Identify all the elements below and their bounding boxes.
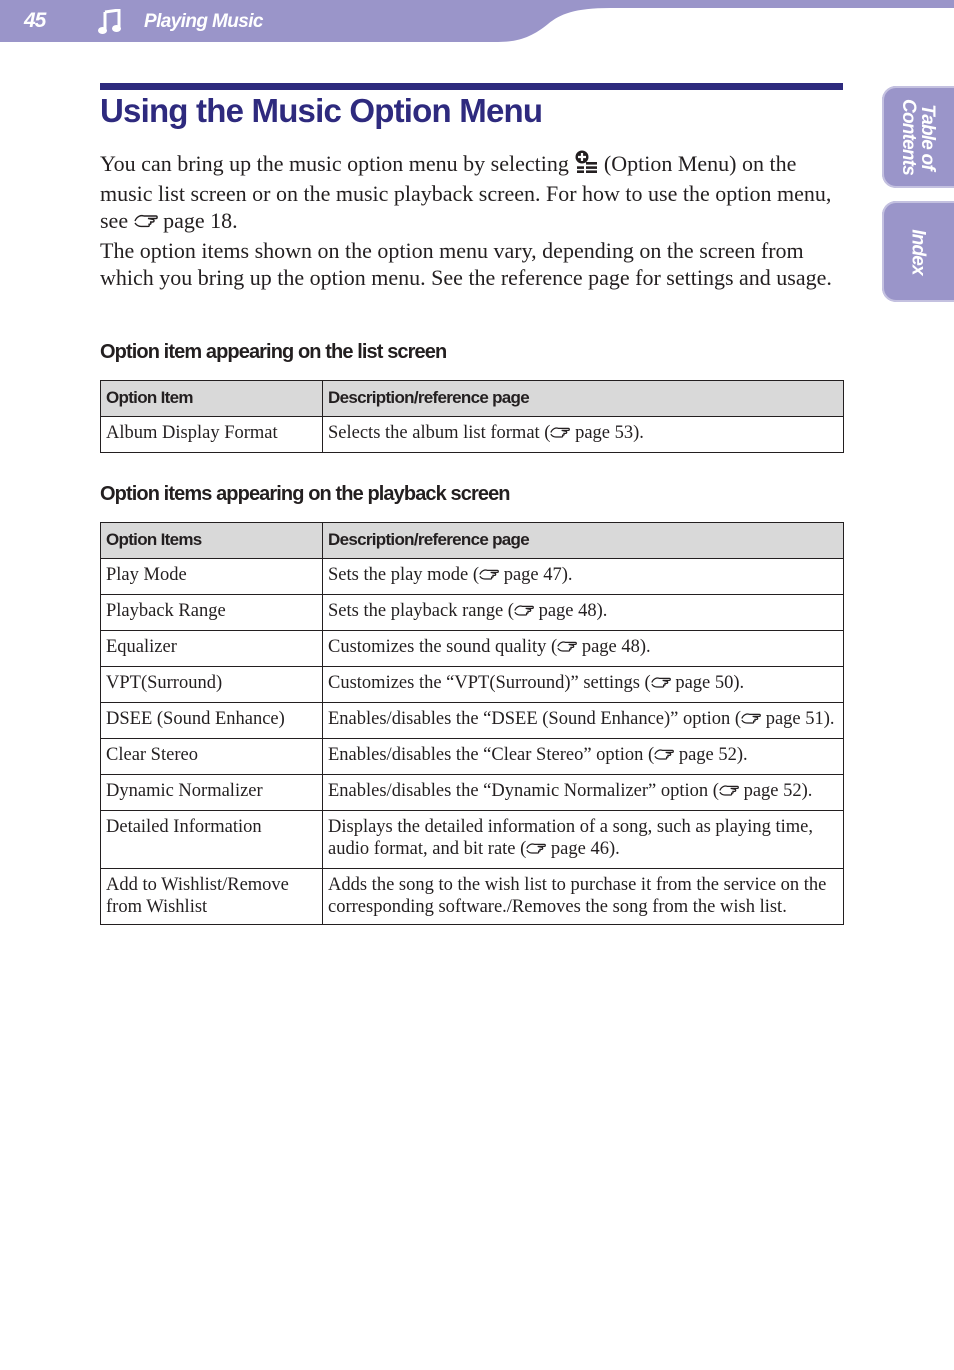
list-screen-heading: Option item appearing on the list screen (100, 341, 447, 363)
page-reference-link[interactable]: page 48). (577, 637, 651, 657)
page-reference-link[interactable]: page 52). (738, 781, 813, 801)
intro-paragraph (100, 149, 845, 292)
description-cell (323, 811, 844, 869)
title-rule (100, 83, 843, 90)
table-row (101, 775, 844, 811)
pointing-hand-icon (514, 602, 534, 624)
pointing-hand-icon (719, 782, 739, 804)
column-header-description: Description/reference page (323, 381, 844, 417)
description-cell (323, 869, 844, 925)
table-header-row (101, 381, 844, 417)
intro-text-2: (Option Menu) on the music list screen or on the music playback screen. For how to use the option menu, see (100, 151, 832, 233)
option-item-cell: Equalizer (101, 631, 323, 667)
intro-text-3: The option items shown on the option menu vary, depending on the screen from which you bring up the option menu. See the reference page for settings and usage. (100, 237, 832, 290)
column-header-option-item: Option Item (101, 381, 323, 417)
description-cell (323, 667, 844, 703)
pointing-hand-icon (526, 840, 546, 862)
option-menu-icon (574, 149, 598, 180)
table-of-contents-tab[interactable] (882, 86, 954, 188)
page-reference-link[interactable]: page 52). (674, 745, 748, 765)
description-cell (323, 703, 844, 739)
playback-screen-heading: Option items appearing on the playback screen (100, 483, 510, 505)
description-cell (323, 775, 844, 811)
option-item-cell: Add to Wishlist/Remove from Wishlist (101, 869, 323, 925)
description-cell (323, 739, 844, 775)
description-text: Adds the song to the wish list to purchase it from the service on the corresponding software./Removes the song from the wish list. (328, 875, 827, 917)
description-text: Sets the play mode ( (328, 565, 480, 585)
description-text: Enables/disables the “DSEE (Sound Enhance)” option ( (328, 709, 742, 729)
description-text: Sets the playback range ( (328, 601, 514, 621)
description-cell (323, 417, 844, 453)
pointing-hand-icon (550, 424, 570, 446)
description-text: Customizes the sound quality ( (328, 637, 558, 657)
table-row (101, 595, 844, 631)
page-reference-link[interactable]: page 51). (761, 709, 835, 729)
table-row (101, 559, 844, 595)
page-reference-link[interactable]: page 47). (499, 565, 573, 585)
table-row (101, 417, 844, 453)
pointing-hand-icon (134, 209, 158, 237)
index-tab[interactable] (882, 201, 954, 302)
section-title: Playing Music (144, 11, 263, 32)
option-item-cell: Play Mode (101, 559, 323, 595)
column-header-description: Description/reference page (323, 523, 844, 559)
page-reference-link[interactable]: page 50). (670, 673, 745, 693)
table-of-contents-label: Table of Contents (898, 99, 938, 175)
description-text: Enables/disables the “Dynamic Normalizer” option ( (328, 781, 719, 801)
option-item-cell: Playback Range (101, 595, 323, 631)
page-reference-link[interactable]: page 48). (533, 601, 608, 621)
page-header (0, 0, 954, 42)
option-item-cell: VPT(Surround) (101, 667, 323, 703)
option-item-cell: Album Display Format (101, 417, 323, 453)
page-reference-link[interactable]: page 53). (570, 423, 644, 443)
table-header-row (101, 523, 844, 559)
option-item-cell: Clear Stereo (101, 739, 323, 775)
column-header-option-items: Option Items (101, 523, 323, 559)
pointing-hand-icon (479, 566, 499, 588)
pointing-hand-icon (651, 674, 671, 696)
description-cell (323, 559, 844, 595)
page-reference-link[interactable]: page 46). (546, 839, 620, 859)
description-text: Displays the detailed information of a song, such as playing time, audio format, and bit rate ( (328, 817, 814, 859)
table-row (101, 703, 844, 739)
playback-screen-table (100, 522, 844, 925)
table-row (101, 631, 844, 667)
table-row (101, 869, 844, 925)
list-screen-table (100, 380, 844, 453)
page-title: Using the Music Option Menu (100, 92, 543, 129)
table-row (101, 739, 844, 775)
table-row (101, 667, 844, 703)
option-item-cell: DSEE (Sound Enhance) (101, 703, 323, 739)
option-item-cell: Detailed Information (101, 811, 323, 869)
table-row (101, 811, 844, 869)
description-cell (323, 631, 844, 667)
description-text: Customizes the “VPT(Surround)” settings ( (328, 673, 651, 693)
index-label: Index (907, 228, 929, 275)
pointing-hand-icon (557, 638, 577, 660)
description-text: Enables/disables the “Clear Stereo” option ( (328, 745, 655, 765)
pointing-hand-icon (654, 746, 674, 768)
page-number: 45 (24, 9, 46, 32)
intro-text-1: You can bring up the music option menu by selecting (100, 151, 575, 176)
description-cell (323, 595, 844, 631)
description-text: Selects the album list format ( (328, 423, 551, 443)
pointing-hand-icon (741, 710, 761, 732)
page-18-link[interactable]: page 18. (157, 208, 238, 233)
option-item-cell: Dynamic Normalizer (101, 775, 323, 811)
